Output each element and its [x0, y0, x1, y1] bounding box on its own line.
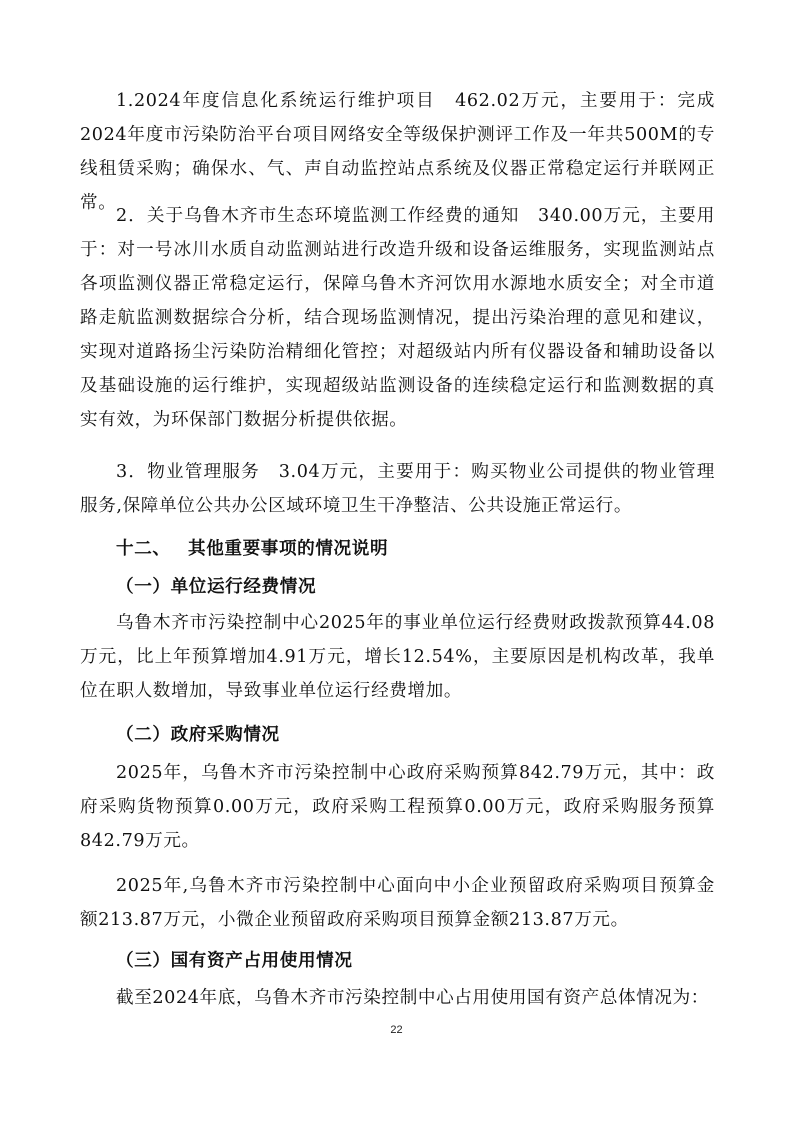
- subheading-state-assets: （三）国有资产占用使用情况: [116, 951, 353, 971]
- paragraph-state-assets: 截至2024年底，乌鲁木齐市污染控制中心占用使用国有资产总体情况为：: [116, 988, 709, 1008]
- page-number: 22: [390, 1024, 403, 1036]
- paragraph-monitoring-funds: 2．关于乌鲁木齐市生态环境监测工作经费的通知 340.00万元，主要用于：对一号冰川水质自动监测站进行改造升级和设备运维服务，实现监测站点各项监测仪器正常稳定运行，保障乌鲁木齐河饮用水源地水质安全；对全市道路走航监测数据综合分析，结合现场监测情况，提出污染治理的意见和建议，实现对道路扬尘污染防治精细化管控；对超级站内所有仪器设备和辅助设备以及基础设施的运行维护，实现超级站监测设备的连续稳定运行和监测数据的真实有效，为环保部门数据分析提供依据。: [80, 206, 715, 430]
- paragraph-procurement-budget: 2025年，乌鲁木齐市污染控制中心政府采购预算842.79万元，其中：政府采购货物预算0.00万元，政府采购工程预算0.00万元，政府采购服务预算842.79万元。: [80, 763, 715, 851]
- subheading-operating-funds: （一）单位运行经费情况: [116, 577, 317, 597]
- paragraph-property-management: 3．物业管理服务 3.04万元，主要用于：购买物业公司提供的物业管理服务,保障单位公共办公区域环境卫生干净整洁、公共设施正常运行。: [80, 462, 715, 516]
- section-heading-12: [116, 532, 388, 566]
- paragraph-sme-reserved: 2025年,乌鲁木齐市污染控制中心面向中小企业预留政府采购项目预算金额213.87万元，小微企业预留政府采购项目预算金额213.87万元。: [80, 876, 715, 930]
- section-number: 十二、: [116, 539, 171, 559]
- paragraph-operating-funds: 乌鲁木齐市污染控制中心2025年的事业单位运行经费财政拨款预算44.08万元，比上年预算增加4.91万元，增长12.54%，主要原因是机构改革，我单位在职人数增加，导致事业单位运行经费增加。: [80, 613, 715, 701]
- paragraph-it-maintenance: 1.2024年度信息化系统运行维护项目 462.02万元，主要用于：完成2024年度市污染防治平台项目网络安全等级保护测评工作及一年共500M的专线租赁采购；确保水、气、声自动监控站点系统及仪器正常稳定运行并联网正常。: [80, 91, 715, 213]
- section-title: 其他重要事项的情况说明: [188, 539, 389, 559]
- subheading-procurement: （二）政府采购情况: [116, 725, 280, 745]
